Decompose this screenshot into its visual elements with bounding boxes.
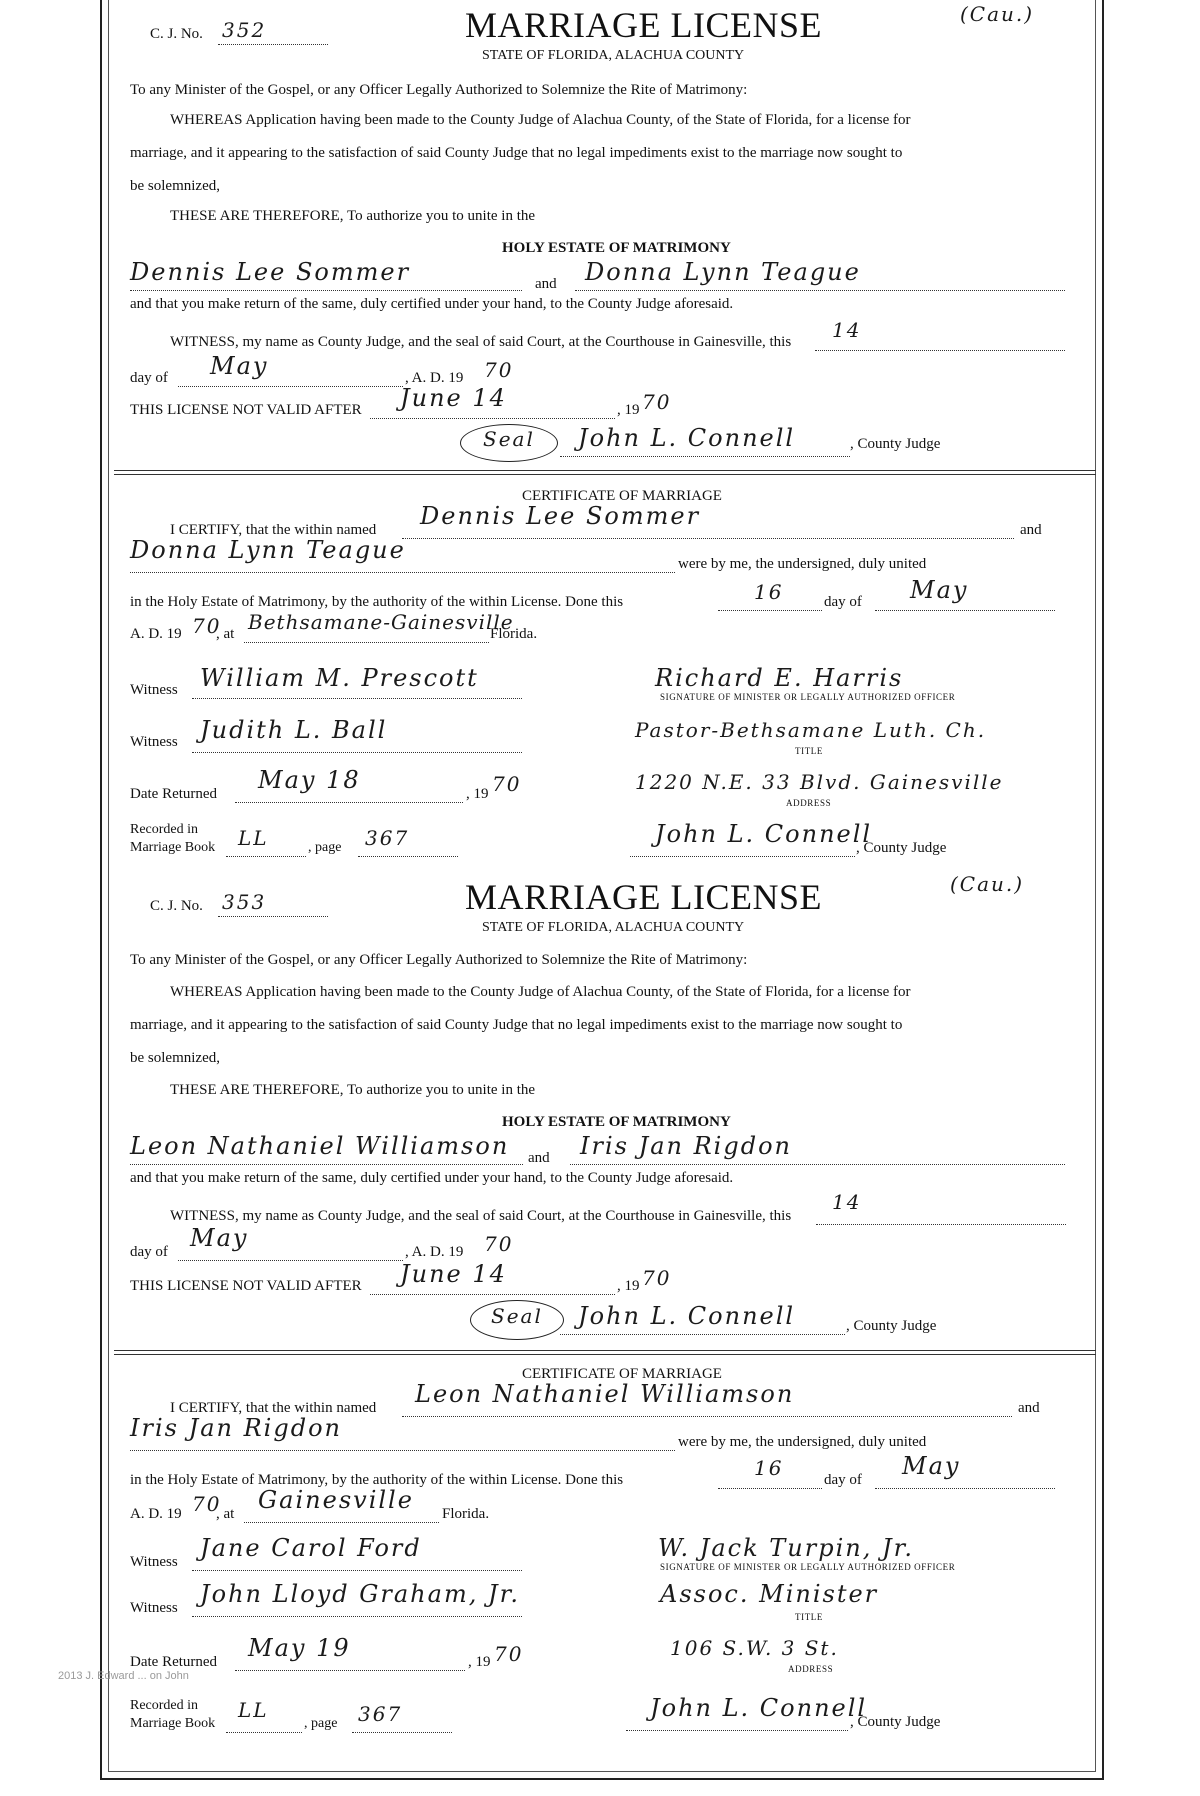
- seal-label: Seal: [483, 427, 535, 451]
- returned-year-prefix: , 19: [468, 1654, 491, 1670]
- cj-number: 352: [222, 18, 267, 42]
- marriage-place: Gainesville: [258, 1486, 414, 1514]
- valid-year: 70: [642, 390, 672, 414]
- margin-note: (Cau.): [960, 2, 1035, 26]
- united-text: were by me, the undersigned, duly united: [678, 556, 927, 572]
- witness-1-name: Jane Carol Ford: [200, 1534, 422, 1562]
- license-subtitle: STATE OF FLORIDA, ALACHUA COUNTY: [482, 920, 745, 935]
- license-title: MARRIAGE LICENSE: [465, 877, 822, 917]
- license-subtitle: STATE OF FLORIDA, ALACHUA COUNTY: [482, 48, 745, 63]
- witness-2-label: Witness: [130, 734, 178, 750]
- valid-year-prefix: , 19: [617, 1278, 640, 1294]
- at-label: , at: [216, 626, 235, 642]
- address-line: To any Minister of the Gospel, or any Officer Legally Authorized to Solemnize the Rite of Matrimony:: [130, 82, 748, 98]
- officer-address: 1220 N.E. 33 Blvd. Gainesville: [635, 770, 1004, 794]
- witness-2-name: John Lloyd Graham, Jr.: [200, 1580, 521, 1608]
- page-number: 367: [365, 826, 410, 850]
- officer-title: Pastor-Bethsamane Luth. Ch.: [635, 718, 987, 742]
- done-day-of: day of: [824, 594, 862, 610]
- returned-year: 70: [492, 772, 522, 796]
- groom-name: Dennis Lee Sommer: [130, 258, 411, 286]
- holy-estate-heading: HOLY ESTATE OF MATRIMONY: [502, 240, 731, 256]
- cj-label: C. J. No.: [150, 26, 203, 42]
- day-issued: 14: [832, 1190, 862, 1214]
- witness-line: WITNESS, my name as County Judge, and the seal of said Court, at the Courthouse in Gainesville, this: [170, 1208, 792, 1224]
- valid-year: 70: [642, 1266, 672, 1290]
- valid-until: June 14: [400, 384, 507, 412]
- book-number: LL: [238, 1698, 269, 1722]
- cert-and-text: and: [1018, 1400, 1040, 1416]
- done-year: 70: [192, 614, 222, 638]
- bride-name: Donna Lynn Teague: [585, 258, 861, 286]
- whereas-line-3: be solemnized,: [130, 178, 220, 194]
- day-of-label: day of: [130, 1244, 168, 1260]
- cj-number: 353: [222, 890, 267, 914]
- therefore-line: THESE ARE THEREFORE, To authorize you to unite in the: [170, 1082, 536, 1098]
- united-text: were by me, the undersigned, duly united: [678, 1434, 927, 1450]
- signature-caption: SIGNATURE OF MINISTER OR LEGALLY AUTHORIZED OFFICER: [660, 1562, 956, 1572]
- address-line: To any Minister of the Gospel, or any Officer Legally Authorized to Solemnize the Rite of Matrimony:: [130, 952, 748, 968]
- county-judge-label: , County Judge: [846, 1318, 937, 1334]
- title-caption: TITLE: [795, 1612, 823, 1622]
- final-judge-signature: John L. Connell: [650, 1694, 868, 1722]
- cert-groom-name: Leon Nathaniel Williamson: [415, 1380, 795, 1408]
- witness-line: WITNESS, my name as County Judge, and the seal of said Court, at the Courthouse in Gainesville, this: [170, 334, 792, 350]
- book-number: LL: [238, 826, 269, 850]
- officer-signature: W. Jack Turpin, Jr.: [658, 1534, 915, 1562]
- certify-label: I CERTIFY, that the within named: [170, 522, 377, 538]
- year-issued: 70: [484, 358, 514, 382]
- year-issued: 70: [484, 1232, 514, 1256]
- document-page: [100, 0, 1104, 1780]
- cert-groom-name: Dennis Lee Sommer: [420, 502, 701, 530]
- and-text: and: [528, 1150, 550, 1166]
- witness-2-name: Judith L. Ball: [200, 716, 388, 744]
- whereas-line-2: marriage, and it appearing to the satisfaction of said County Judge that no legal impediments exist to the marriage now sought to: [130, 1017, 903, 1033]
- florida-label: Florida.: [490, 626, 538, 642]
- cert-bride-name: Donna Lynn Teague: [130, 536, 406, 564]
- marriage-license-2: [130, 872, 1080, 1772]
- certify-label: I CERTIFY, that the within named: [170, 1400, 377, 1416]
- marriage-book-label: Marriage Book: [130, 1716, 216, 1731]
- whereas-line-2: marriage, and it appearing to the satisfaction of said County Judge that no legal impediments exist to the marriage now sought to: [130, 145, 903, 161]
- judge-signature: John L. Connell: [578, 424, 796, 452]
- valid-until: June 14: [400, 1260, 507, 1288]
- done-day-of: day of: [824, 1472, 862, 1488]
- certificate-title: CERTIFICATE OF MARRIAGE: [522, 1366, 722, 1382]
- date-returned-label: Date Returned: [130, 786, 218, 802]
- month-issued: May: [190, 1224, 249, 1252]
- witness-1-label: Witness: [130, 1554, 178, 1570]
- marriage-book-label: Marriage Book: [130, 840, 216, 855]
- cert-bride-name: Iris Jan Rigdon: [130, 1414, 342, 1442]
- ad-label: , A. D. 19: [405, 1244, 464, 1260]
- cj-number-row: [150, 18, 267, 43]
- groom-name: Leon Nathaniel Williamson: [130, 1132, 510, 1160]
- whereas-line-3: be solemnized,: [130, 1050, 220, 1066]
- address-caption: ADDRESS: [786, 798, 832, 808]
- county-judge-label: , County Judge: [850, 436, 941, 452]
- officer-title: Assoc. Minister: [660, 1580, 879, 1608]
- and-text: and: [535, 276, 557, 292]
- holy-estate-heading: HOLY ESTATE OF MATRIMONY: [502, 1114, 731, 1130]
- day-issued: 14: [832, 318, 862, 342]
- court-seal: [470, 1300, 564, 1340]
- date-returned-label: Date Returned: [130, 1654, 218, 1670]
- done-day: 16: [754, 580, 784, 604]
- marriage-license-1: [130, 0, 1080, 870]
- month-issued: May: [210, 352, 269, 380]
- florida-label: Florida.: [442, 1506, 490, 1522]
- address-caption: ADDRESS: [788, 1664, 834, 1674]
- cj-number-row: [150, 890, 267, 915]
- ad-label: , A. D. 19: [405, 370, 464, 386]
- witness-1-name: William M. Prescott: [200, 664, 479, 692]
- cj-label: C. J. No.: [150, 898, 203, 914]
- ad-line: A. D. 19: [130, 626, 182, 642]
- not-valid-label: THIS LICENSE NOT VALID AFTER: [130, 402, 362, 418]
- officer-address: 106 S.W. 3 St.: [670, 1636, 839, 1660]
- license-title: MARRIAGE LICENSE: [465, 5, 822, 45]
- page-label: , page: [308, 840, 342, 855]
- margin-note: (Cau.): [950, 872, 1025, 896]
- recorded-in-label: Recorded in: [130, 822, 199, 837]
- date-returned: May 18: [258, 766, 361, 794]
- returned-year-prefix: , 19: [466, 786, 489, 802]
- judge-signature: John L. Connell: [578, 1302, 796, 1330]
- done-month: May: [910, 576, 969, 604]
- cert-and-text: and: [1020, 522, 1042, 538]
- day-of-label: day of: [130, 370, 168, 386]
- court-seal: [460, 424, 558, 462]
- seal-label: Seal: [491, 1304, 543, 1328]
- witness-2-label: Witness: [130, 1600, 178, 1616]
- page-label: , page: [304, 1716, 338, 1731]
- done-month: May: [902, 1452, 961, 1480]
- final-judge-signature: John L. Connell: [655, 820, 873, 848]
- witness-1-label: Witness: [130, 682, 178, 698]
- signature-caption: SIGNATURE OF MINISTER OR LEGALLY AUTHORIZED OFFICER: [660, 692, 956, 702]
- at-label: , at: [216, 1506, 235, 1522]
- holy-line: in the Holy Estate of Matrimony, by the authority of the within License. Done this: [130, 1472, 624, 1488]
- watermark: 2013 J. Edward ... on John: [58, 1670, 189, 1682]
- return-line: and that you make return of the same, duly certified under your hand, to the County Judge aforesaid.: [130, 296, 734, 312]
- recorded-in-label: Recorded in: [130, 1698, 199, 1713]
- final-county-judge: , County Judge: [856, 840, 947, 856]
- done-year: 70: [192, 1492, 222, 1516]
- whereas-line-1: WHEREAS Application having been made to the County Judge of Alachua County, of the State of Florida, for a license for: [170, 112, 911, 128]
- therefore-line: THESE ARE THEREFORE, To authorize you to unite in the: [170, 208, 536, 224]
- final-county-judge: , County Judge: [850, 1714, 941, 1730]
- not-valid-label: THIS LICENSE NOT VALID AFTER: [130, 1278, 362, 1294]
- ad-line: A. D. 19: [130, 1506, 182, 1522]
- title-caption: TITLE: [795, 746, 823, 756]
- page-number: 367: [358, 1702, 403, 1726]
- valid-year-prefix: , 19: [617, 402, 640, 418]
- holy-line: in the Holy Estate of Matrimony, by the authority of the within License. Done this: [130, 594, 624, 610]
- bride-name: Iris Jan Rigdon: [580, 1132, 792, 1160]
- date-returned: May 19: [248, 1634, 351, 1662]
- return-line: and that you make return of the same, duly certified under your hand, to the County Judge aforesaid.: [130, 1170, 734, 1186]
- whereas-line-1: WHEREAS Application having been made to the County Judge of Alachua County, of the State of Florida, for a license for: [170, 984, 911, 1000]
- marriage-place: Bethsamane-Gainesville: [248, 610, 514, 634]
- certificate-title: CERTIFICATE OF MARRIAGE: [522, 488, 722, 504]
- done-day: 16: [754, 1456, 784, 1480]
- returned-year: 70: [494, 1642, 524, 1666]
- officer-signature: Richard E. Harris: [655, 664, 904, 692]
